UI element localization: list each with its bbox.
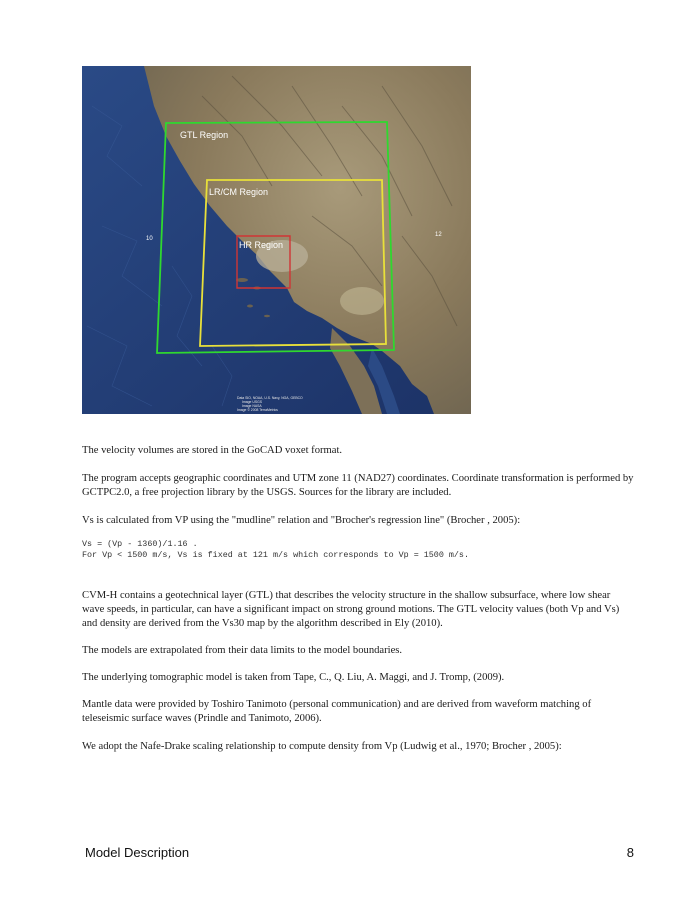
image-credit-4: Image © 2008 TerraMetrics	[237, 408, 278, 412]
paragraph-voxet-format: The velocity volumes are stored in the GoCAD voxet format.	[82, 445, 343, 456]
image-credit-1: Data SIO, NOAA, U.S. Navy, NGA, GEBCO	[237, 396, 303, 400]
paragraph-vs-calculation: Vs is calculated from VP using the "mudline" relation and "Brocher's regression line" (Brocher , 2005):	[82, 515, 521, 526]
hr-region-label: HR Region	[239, 240, 284, 250]
lrcm-region-label: LR/CM Region	[209, 187, 269, 197]
utm-zone-label-left: 10	[146, 236, 153, 242]
satellite-map-figure	[82, 66, 471, 414]
paragraph-nafe-drake: We adopt the Nafe-Drake scaling relationship to compute density from Vp (Ludwig et al., 1970; Brocher , 2005):	[82, 741, 562, 752]
paragraph-tomographic-model: The underlying tomographic model is taken from Tape, C., Q. Liu, A. Maggi, and J. Tromp, (2009).	[82, 672, 505, 683]
map-image	[82, 66, 471, 414]
footer-title: Model Description	[85, 845, 190, 860]
page-number: 8	[626, 845, 634, 860]
paragraph-coordinates: The program accepts geographic coordinates and UTM zone 11 (NAD27) coordinates. Coordinate transformation is performed by GCTPC2.0, a free projection library by the USGS. Sources for the library are included.	[82, 473, 634, 499]
paragraph-gtl-layer: CVM-H contains a geotechnical layer (GTL) that describes the velocity structure in the shallow subsurface, where low shear wave speeds, in particular, can have a significant impact on strong ground motions. The GTL velocity values (both Vp and Vs) and density are derived from the Vs30 map by the algorithm described in Ely (2010).	[82, 590, 620, 630]
paragraph-mantle-data: Mantle data were provided by Toshiro Tanimoto (personal communication) and are derived from waveform matching of teleseismic surface waves (Prindle and Tanimoto, 2006).	[82, 699, 592, 725]
desert-area	[340, 287, 384, 315]
code-vs-condition: For Vp < 1500 m/s, Vs is fixed at 121 m/s which corresponds to Vp = 1500 m/s.	[82, 550, 469, 560]
code-vs-formula: Vs = (Vp - 1360)/1.16 .	[82, 539, 198, 549]
image-credit-3: Image NASA	[242, 404, 262, 408]
paragraph-extrapolation: The models are extrapolated from their data limits to the model boundaries.	[82, 645, 403, 656]
utm-zone-label-right: 12	[435, 232, 442, 238]
image-credit-2: Image USGS	[242, 400, 262, 404]
gtl-region-label: GTL Region	[180, 130, 229, 140]
